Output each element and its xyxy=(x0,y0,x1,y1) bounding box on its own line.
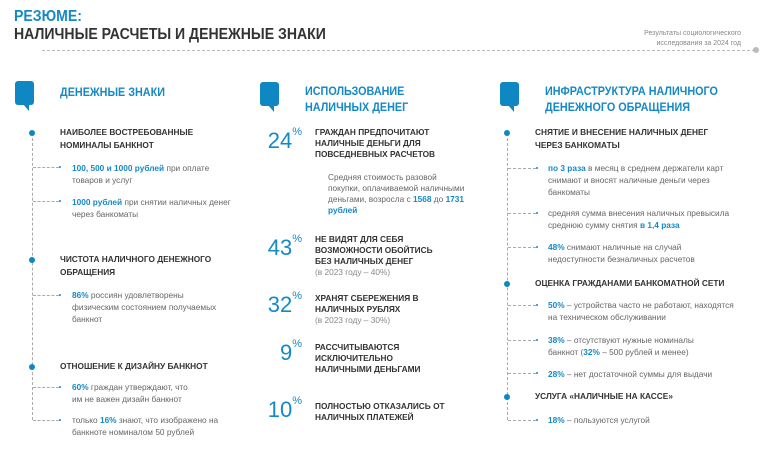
timeline-dot xyxy=(504,394,510,400)
page-title-line2: НАЛИЧНЫЕ РАСЧЕТЫ И ДЕНЕЖНЫЕ ЗНАКИ xyxy=(14,26,326,43)
bullet-dot xyxy=(536,372,538,374)
connector xyxy=(33,167,59,168)
stat-text xyxy=(315,293,425,326)
bullet-dot xyxy=(59,294,61,296)
title-line: НАЛИЧНЫХ ДЕНЕГ xyxy=(305,100,409,114)
highlight: 1568 xyxy=(413,194,432,204)
bullet-dot xyxy=(536,167,538,169)
sub-text: до xyxy=(431,194,446,204)
heading-cleanliness: ЧИСТОТА НАЛИЧНОГО ДЕНЕЖНОГО ОБРАЩЕНИЯ xyxy=(60,254,212,277)
sub-paragraph xyxy=(328,172,468,216)
speech-bubble-icon xyxy=(260,82,279,106)
bullet-item xyxy=(72,289,232,325)
bullet-dot xyxy=(59,386,61,388)
heading-cash-at-checkout: УСЛУГА «НАЛИЧНЫЕ НА КАССЕ» xyxy=(535,391,673,401)
bullet-dot xyxy=(536,246,538,248)
stat-note: (в 2023 году – 40%) xyxy=(315,267,391,277)
bullet-item xyxy=(548,368,758,380)
stat-unit: % xyxy=(292,290,302,302)
highlight: 32% xyxy=(583,347,600,357)
bullet-text: в месяц в среднем держатели карт снимают и вносят наличные деньги через банкоматы xyxy=(548,163,724,197)
stat-label: НЕ ВИДЯТ ДЛЯ СЕБЯ ВОЗМОЖНОСТИ ОБОЙТИСЬ БЕЗ НАЛИЧНЫХ ДЕНЕГ xyxy=(315,234,433,266)
divider xyxy=(42,50,755,51)
stat-value xyxy=(252,128,302,154)
stat-label: ХРАНЯТ СБЕРЕЖЕНИЯ В НАЛИЧНЫХ РУБЛЯХ xyxy=(315,293,419,314)
stat-text: РАССЧИТЫВАЮТСЯ ИСКЛЮЧИТЕЛЬНО НАЛИЧНЫМИ ДЕНЬГАМИ xyxy=(315,342,421,374)
stat-unit: % xyxy=(292,233,302,245)
connector xyxy=(33,387,59,388)
connector xyxy=(508,247,536,248)
timeline-line xyxy=(32,133,33,420)
section-title-infrastructure xyxy=(545,83,718,115)
connector xyxy=(508,305,536,306)
highlight: 16% xyxy=(99,415,117,425)
stat-number: 24 xyxy=(267,128,293,153)
speech-bubble-icon xyxy=(15,81,34,105)
note-line: исследования за 2024 год xyxy=(656,40,741,47)
sub-text: Средняя стоимость разовой покупки, оплачиваемой наличными деньгами, возросла xyxy=(328,172,465,204)
connector xyxy=(33,201,59,202)
section-title-banknotes: ДЕНЕЖНЫЕ ЗНАКИ xyxy=(60,85,165,99)
highlight: 1000 рублей xyxy=(72,197,123,207)
timeline-dot xyxy=(504,130,510,136)
heading-denominations: НАИБОЛЕЕ ВОСТРЕБОВАННЫЕ НОМИНАЛЫ БАНКНОТ xyxy=(60,127,194,150)
bullet-item xyxy=(548,241,718,265)
connector xyxy=(508,340,536,341)
stat-value xyxy=(252,292,302,318)
bullet-dot xyxy=(59,200,61,202)
bullet-text: средняя сумма внесения наличных превысила среднюю сумму снятия xyxy=(548,208,730,230)
title-line: ИСПОЛЬЗОВАНИЕ xyxy=(305,84,405,98)
stat-value xyxy=(252,340,302,366)
stat-text: ГРАЖДАН ПРЕДПОЧИТАЮТ НАЛИЧНЫЕ ДЕНЬГИ ДЛЯ ПОВСЕДНЕВНЫХ РАСЧЕТОВ xyxy=(315,127,436,159)
timeline-dot xyxy=(504,281,510,287)
stat-text xyxy=(315,234,445,278)
stat-text: ПОЛНОСТЬЮ ОТКАЗАЛИСЬ ОТ НАЛИЧНЫХ ПЛАТЕЖЕЙ xyxy=(315,401,445,422)
timeline-dot xyxy=(29,257,35,263)
highlight: по 3 раза xyxy=(548,163,586,173)
bullet-item xyxy=(548,207,748,231)
bullet-dot xyxy=(536,419,538,421)
connector xyxy=(33,295,59,296)
highlight: 28% xyxy=(548,369,565,379)
header-note xyxy=(601,29,741,49)
bullet-text: – 500 рублей и менее) xyxy=(599,347,689,357)
sub-text: с xyxy=(406,194,414,204)
title-line: ИНФРАСТРУКТУРА НАЛИЧНОГО xyxy=(545,84,718,98)
connector xyxy=(508,420,536,421)
connector xyxy=(33,420,59,421)
bullet-dot xyxy=(59,419,61,421)
divider-dot xyxy=(753,47,759,53)
speech-bubble-icon xyxy=(500,82,519,106)
stat-number: 32 xyxy=(267,292,293,317)
highlight: 50% xyxy=(548,300,565,310)
bullet-dot xyxy=(536,212,538,214)
page-title-line1: РЕЗЮМЕ: xyxy=(14,8,82,25)
timeline-dot xyxy=(29,130,35,136)
bullet-item xyxy=(72,162,232,186)
highlight: 86% xyxy=(72,290,89,300)
highlight: 1731 рублей xyxy=(328,194,465,215)
bullet-text: только xyxy=(72,415,100,425)
highlight: 38% xyxy=(548,335,565,345)
stat-note: (в 2023 году – 30%) xyxy=(315,315,391,325)
highlight: 60% xyxy=(72,382,89,392)
heading-atm-rating: ОЦЕНКА ГРАЖДАНАМИ БАНКОМАТНОЙ СЕТИ xyxy=(535,278,725,288)
bullet-text: – отсутствуют нужные номиналы банкнот ( xyxy=(548,335,694,357)
bullet-text: снимают наличные на случай недоступности безналичных расчетов xyxy=(548,242,695,264)
stat-value xyxy=(252,397,302,423)
stat-value xyxy=(252,235,302,261)
connector xyxy=(508,168,536,169)
bullet-item xyxy=(548,334,718,358)
connector xyxy=(508,373,536,374)
stat-unit: % xyxy=(292,338,302,350)
bullet-text: при снятии наличных денег через банкоматы xyxy=(72,197,231,219)
highlight: в 1,4 раза xyxy=(639,220,680,230)
bullet-text: граждан утверждают, что им не важен дизайн банкнот xyxy=(72,382,188,404)
bullet-item xyxy=(72,414,232,438)
bullet-item xyxy=(548,414,748,426)
stat-number: 9 xyxy=(279,340,293,365)
bullet-dot xyxy=(536,304,538,306)
highlight: 100, 500 и 1000 рублей xyxy=(72,163,165,173)
heading-design: ОТНОШЕНИЕ К ДИЗАЙНУ БАНКНОТ xyxy=(60,361,208,371)
note-line: Результаты социологического xyxy=(644,30,741,37)
highlight: 48% xyxy=(548,242,565,252)
bullet-dot xyxy=(536,339,538,341)
stat-unit: % xyxy=(292,395,302,407)
connector xyxy=(508,213,536,214)
heading-atm-operations: СНЯТИЕ И ВНЕСЕНИЕ НАЛИЧНЫХ ДЕНЕГ ЧЕРЕЗ БАНКОМАТЫ xyxy=(535,127,709,150)
bullet-text: – устройства часто не работают, находятся на техническом обслуживании xyxy=(548,300,734,322)
highlight: 18% xyxy=(548,415,565,425)
bullet-text: – пользуются услугой xyxy=(564,415,650,425)
bullet-dot xyxy=(59,166,61,168)
bullet-text: при оплате товаров и услуг xyxy=(72,163,210,185)
stat-unit: % xyxy=(292,126,302,138)
bullet-item xyxy=(548,162,748,198)
bullet-item xyxy=(72,196,232,220)
timeline-dot xyxy=(29,364,35,370)
bullet-text: россиян удовлетворены физическим состоянием получаемых банкнот xyxy=(72,290,217,324)
stat-number: 43 xyxy=(267,235,293,260)
bullet-item xyxy=(548,299,738,323)
bullet-text: – нет достаточной суммы для выдачи xyxy=(564,369,713,379)
title-line: ДЕНЕЖНОГО ОБРАЩЕНИЯ xyxy=(545,100,690,114)
timeline-line xyxy=(507,133,508,420)
stat-number: 10 xyxy=(267,397,293,422)
bullet-text: знают, что изображено на банкноте номиналом 50 рублей xyxy=(72,415,219,437)
section-title-usage xyxy=(305,83,408,115)
bullet-item xyxy=(72,381,197,405)
